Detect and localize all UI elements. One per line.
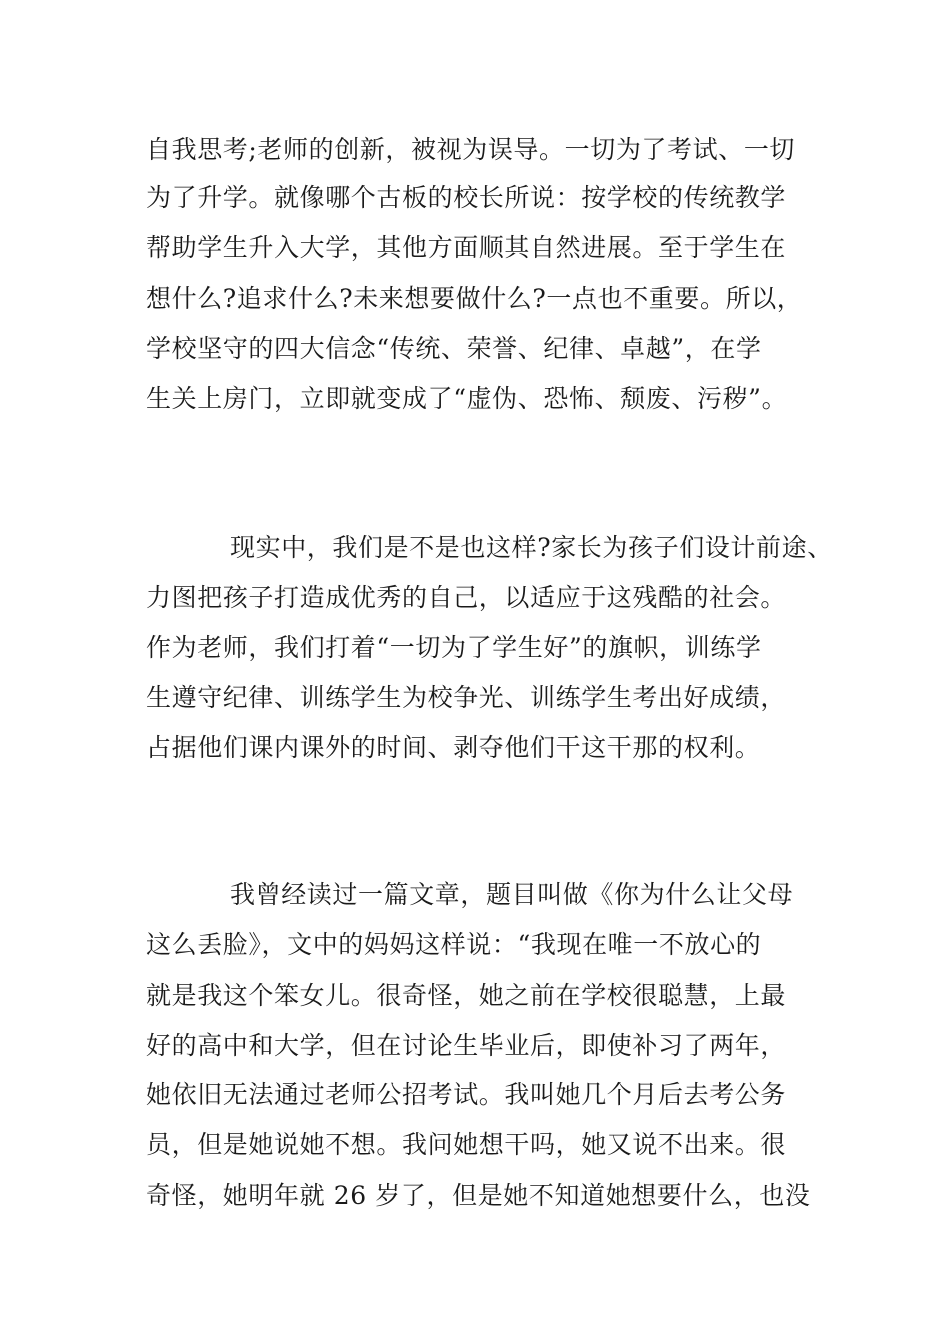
text-line: 为了升学。就像哪个古板的校长所说：按学校的传统教学 xyxy=(146,183,787,212)
text-line: 她依旧无法通过老师公招考试。我叫她几个月后去考公务 xyxy=(146,1080,787,1109)
text-line: 想什么?追求什么?未来想要做什么?一点也不重要。所以， xyxy=(146,284,803,313)
text-line: 学校坚守的四大信念“传统、荣誉、纪律、卓越”，在学 xyxy=(146,334,762,363)
text-line: 作为老师，我们打着“一切为了学生好”的旗帜，训练学 xyxy=(146,633,762,662)
text-line: 占据他们课内课外的时间、剥夺他们干这干那的权利。 xyxy=(146,733,761,762)
text-line: 就是我这个笨女儿。很奇怪，她之前在学校很聪慧，上最 xyxy=(146,981,787,1010)
text-line: 奇怪，她明年就 26 岁了，但是她不知道她想要什么，也没 xyxy=(146,1181,811,1210)
text-line: 生关上房门，立即就变成了“虚伪、恐怖、颓废、污秽”。 xyxy=(146,384,788,413)
text-line: 我曾经读过一篇文章，题目叫做《你为什么让父母 xyxy=(230,880,794,909)
text-line: 自我思考;老师的创新，被视为误导。一切为了考试、一切 xyxy=(146,135,796,164)
text-line: 帮助学生升入大学，其他方面顺其自然进展。至于学生在 xyxy=(146,233,787,262)
text-line: 现实中，我们是不是也这样?家长为孩子们设计前途、 xyxy=(230,533,833,562)
text-line: 生遵守纪律、训练学生为校争光、训练学生考出好成绩， xyxy=(146,683,787,712)
text-line: 员，但是她说她不想。我问她想干吗，她又说不出来。很 xyxy=(146,1130,787,1159)
text-line: 力图把孩子打造成优秀的自己，以适应于这残酷的社会。 xyxy=(146,583,787,612)
text-line: 好的高中和大学，但在讨论生毕业后，即使补习了两年， xyxy=(146,1031,787,1060)
text-line: 这么丢脸》，文中的妈妈这样说：“我现在唯一不放心的 xyxy=(146,930,762,959)
